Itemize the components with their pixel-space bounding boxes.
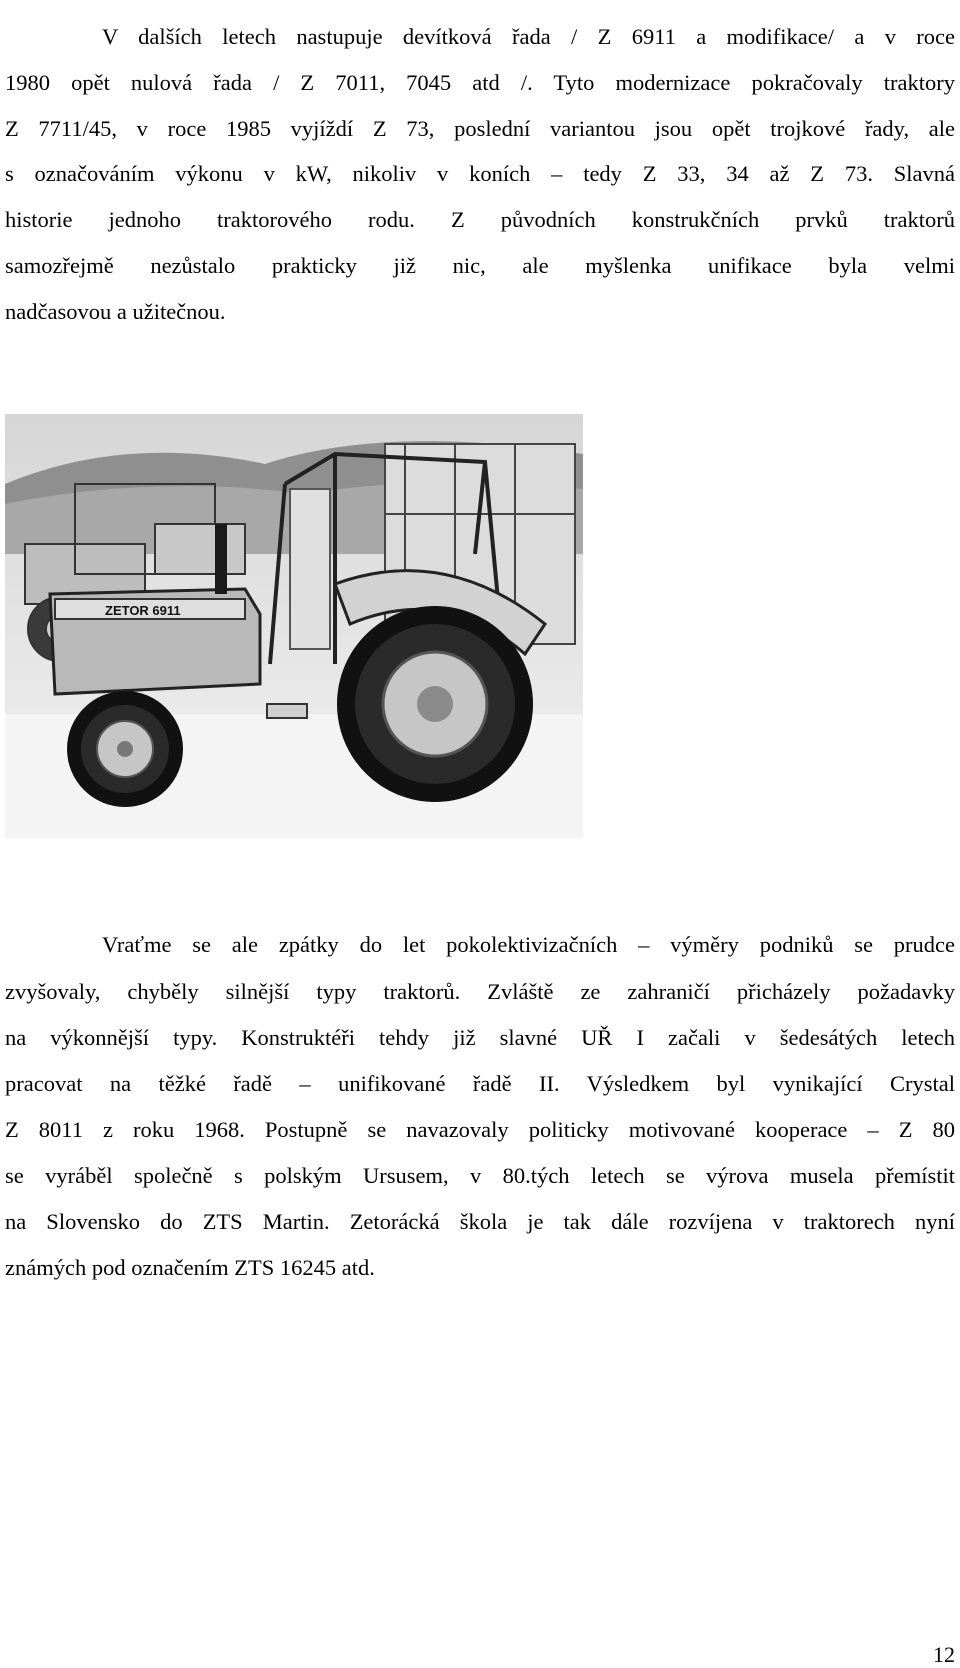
text-line: s označováním výkonu v kW, nikoliv v koních – tedy Z 33, 34 až Z 73. Slavná (5, 161, 955, 186)
text-line: známých pod označením ZTS 16245 atd. (5, 1255, 375, 1280)
text-line: na výkonnější typy. Konstruktéři tehdy již slavné UŘ I začali v šedesátých letech (5, 1025, 955, 1050)
text-line: zvyšovaly, chyběly silnější typy traktorů. Zvláště ze zahraničí přicházely požadavky (5, 979, 955, 1004)
tractor-illustration (5, 414, 583, 838)
text-line: 1980 opět nulová řada / Z 7011, 7045 atd /. Tyto modernizace pokračovaly traktory (5, 70, 955, 95)
text-line: Z 8011 z roku 1968. Postupně se navazovaly politicky motivované kooperace – Z 80 (5, 1117, 955, 1142)
text-line: se vyráběl společně s polským Ursusem, v 80.tých letech se výrova musela přemístit (5, 1163, 955, 1188)
text-line: Z 7711/45, v roce 1985 vyjíždí Z 73, poslední variantou jsou opět trojkové řady, ale (5, 116, 955, 141)
text-line: V dalších letech nastupuje devítková řada / Z 6911 a modifikace/ a v roce (102, 24, 955, 49)
page-number: 12 (933, 1642, 955, 1667)
tractor-photo (5, 414, 583, 838)
text-line: Vraťme se ale zpátky do let pokolektivizačních – výměry podniků se prudce (102, 932, 955, 957)
text-line: historie jednoho traktorového rodu. Z původních konstrukčních prvků traktorů (5, 207, 955, 232)
text-line: nadčasovou a užitečnou. (5, 299, 226, 324)
text-line: samozřejmě nezůstalo prakticky již nic, ale myšlenka unifikace byla velmi (5, 253, 955, 278)
text-line: na Slovensko do ZTS Martin. Zetorácká škola je tak dále rozvíjena v traktorech nyní (5, 1209, 955, 1234)
text-line: pracovat na těžké řadě – unifikované řadě II. Výsledkem byl vynikající Crystal (5, 1071, 955, 1096)
zetor-badge: ZETOR 6911 (105, 603, 181, 618)
